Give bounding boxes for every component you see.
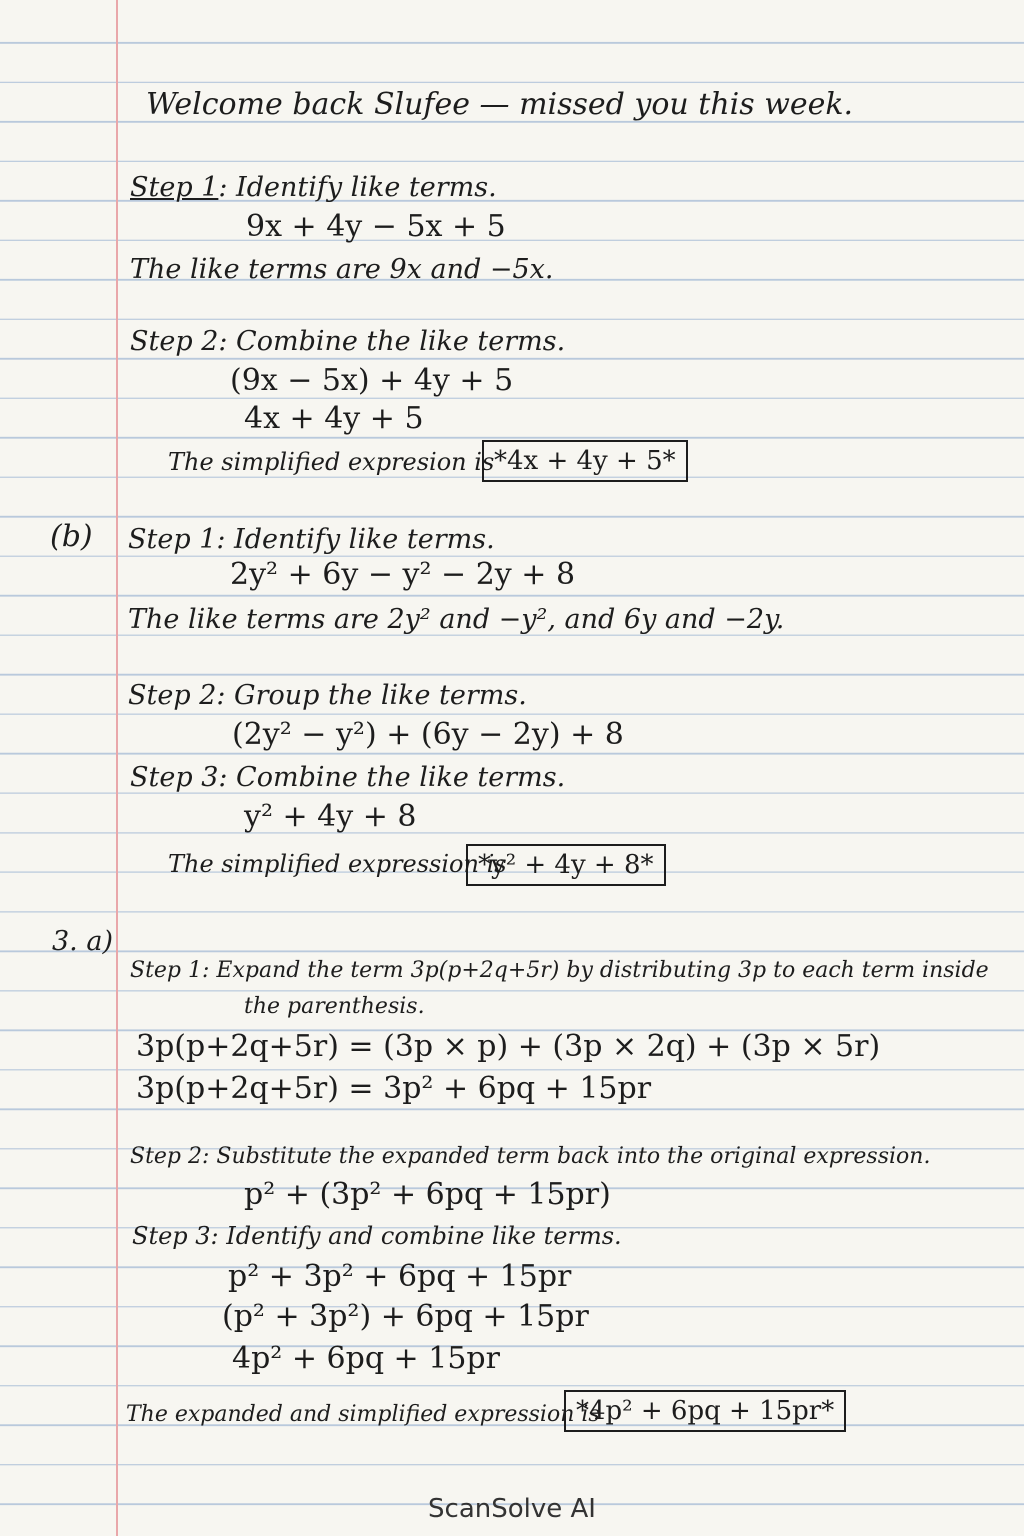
part-b-label: (b) <box>50 519 93 554</box>
part-b-step2: Step 2: Group the like terms. <box>128 680 527 711</box>
part-a-step2: Step 2: Combine the like terms. <box>130 326 566 357</box>
part-3a-step3: Step 3: Identify and combine like terms. <box>132 1222 622 1250</box>
part-a-step2-expr1: (9x − 5x) + 4y + 5 <box>230 363 514 398</box>
part-3a-answer-label: The expanded and simplified expression is <box>126 1402 600 1427</box>
greeting: Welcome back Slufee — missed you this week. <box>146 87 854 122</box>
part-3a-step2-expr: p² + (3p² + 6pq + 15pr) <box>244 1177 611 1212</box>
part-a-step1-text: : Identify like terms. <box>218 172 497 203</box>
part-3a-step3-expr2: (p² + 3p²) + 6pq + 15pr <box>222 1299 589 1334</box>
part-3a-step2: Step 2: Substitute the expanded term back into the original expression. <box>130 1144 931 1169</box>
part-b-step3: Step 3: Combine the like terms. <box>130 762 566 793</box>
part-a-step1 <box>130 174 497 201</box>
part-a-answer-label: The simplified expresion is <box>168 448 495 476</box>
part-3a-step3-expr1: p² + 3p² + 6pq + 15pr <box>228 1259 572 1294</box>
part-3a-answer-box: *4p² + 6pq + 15pr* <box>564 1390 846 1432</box>
part-b-answer-box: *y² + 4y + 8* <box>466 844 666 886</box>
part-3a-step1-line1: Step 1: Expand the term 3p(p+2q+5r) by distributing 3p to each term inside <box>130 958 989 983</box>
part-a-step2-expr2: 4x + 4y + 5 <box>244 401 424 436</box>
part-3a-step1-expr2: 3p(p+2q+5r) = 3p² + 6pq + 15pr <box>136 1071 652 1106</box>
part-3a-step3-expr3: 4p² + 6pq + 15pr <box>232 1341 500 1376</box>
part-b-step1: Step 1: Identify like terms. <box>128 524 495 555</box>
part-b-step1-expr: 2y² + 6y − y² − 2y + 8 <box>230 557 576 592</box>
part-a-answer-box: *4x + 4y + 5* <box>482 440 688 482</box>
part-3a-step1-line2: the parenthesis. <box>244 994 425 1019</box>
part-a-step1-result: The like terms are 9x and −5x. <box>130 254 554 285</box>
part-a-step1-expr: 9x + 4y − 5x + 5 <box>246 209 506 244</box>
part-b-step2-expr: (2y² − y²) + (6y − 2y) + 8 <box>232 717 624 752</box>
part-3a-step1-expr1: 3p(p+2q+5r) = (3p × p) + (3p × 2q) + (3p × 5r) <box>136 1029 881 1064</box>
part-3a-label: 3. a) <box>52 926 113 957</box>
part-b-step3-expr: y² + 4y + 8 <box>244 799 417 834</box>
margin-line <box>116 0 118 1536</box>
part-a-step1-label: Step 1 <box>130 172 219 203</box>
part-b-answer-label: The simplified expression is <box>168 850 507 878</box>
part-b-step1-result: The like terms are 2y² and −y², and 6y and −2y. <box>128 604 785 635</box>
footer-brand: ScanSolve AI <box>428 1494 596 1524</box>
